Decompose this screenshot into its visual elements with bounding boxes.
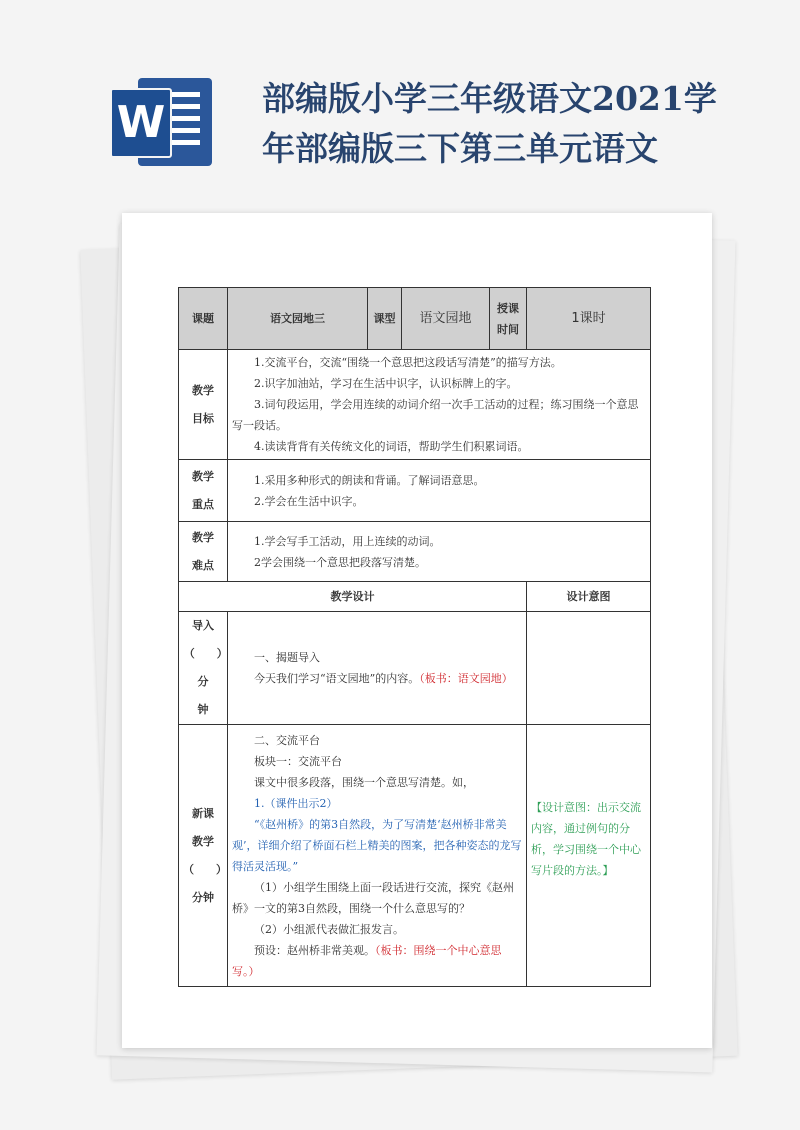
intro-heading: 一、揭题导入 — [254, 651, 320, 664]
goal-item: 2.识字加油站，学习在生活中识字，认识标牌上的字。 — [254, 377, 518, 390]
key-item: 1.采用多种形式的朗读和背诵。了解词语意思。 — [254, 473, 485, 487]
difficult-content — [228, 522, 651, 582]
goal-item: 3.词句段运用，学会用连续的动词介绍一次手工活动的过程；练习围绕一个意思写一段话。 — [232, 398, 639, 432]
design-intent-note: 【设计意图：出示交流内容，通过例句的分析，学习围绕一个中心写片段的方法。】 — [527, 725, 651, 987]
intro-content — [228, 612, 527, 725]
header-row — [179, 288, 651, 350]
goal-item: 4.读读背背有关传统文化的词语，帮助学生们积累词语。 — [254, 440, 529, 453]
new-lesson-row — [179, 725, 651, 987]
new-block: 板块一：交流平台 — [254, 754, 342, 768]
word-icon — [110, 78, 212, 166]
type-value: 语文园地 — [402, 288, 490, 350]
step-1: （1）小组学生围绕上面一段话进行交流，探究《赵州桥》一文的第3自然段，围绕一个什么意思写的？ — [232, 880, 514, 915]
courseware-note: 1.（课件出示2） — [254, 796, 338, 810]
board-note: （板书：围绕一个中心意思写。） — [232, 943, 502, 978]
goals-content — [228, 350, 651, 460]
example-quote: “《赵州桥》的第3自然段，为了写清楚‘赵州桥非常美观’，详细介绍了桥面石栏上精美的图案，把各种姿态的龙写得活灵活现。” — [232, 817, 522, 873]
word-icon-letter: W — [110, 88, 172, 158]
goals-label: 教学 目标 — [179, 350, 228, 460]
course-label: 课题 — [179, 288, 228, 350]
key-row — [179, 460, 651, 522]
step-2: （2）小组派代表做汇报发言。 — [254, 922, 404, 936]
intro-row — [179, 612, 651, 725]
key-label: 教学 重点 — [179, 460, 228, 522]
page-title: 部编版小学三年级语文2021学年部编版三下第三单元语文 — [262, 79, 717, 168]
new-intro-text: 课文中很多段落，围绕一个意思写清楚。如， — [254, 775, 474, 789]
intent-header: 设计意图 — [527, 582, 651, 612]
board-note: （板书：语文园地） — [419, 672, 513, 685]
goals-row — [179, 350, 651, 460]
document-page — [122, 213, 712, 1048]
difficult-label: 教学 难点 — [179, 522, 228, 582]
difficult-row — [179, 522, 651, 582]
course-value: 语文园地三 — [228, 288, 368, 350]
new-heading: 二、交流平台 — [254, 733, 320, 747]
key-content — [228, 460, 651, 522]
difficult-item: 1.学会写手工活动，用上连续的动词。 — [254, 534, 441, 548]
intro-label: 导入 （ ）分 钟 — [179, 612, 228, 725]
design-header: 教学设计 — [179, 582, 527, 612]
key-item: 2.学会在生活中识字。 — [254, 494, 364, 508]
preset-answer: 预设：赵州桥非常美观。（板书：围绕一个中心意思写。） — [232, 943, 502, 978]
intro-intent — [527, 612, 651, 725]
type-label: 课型 — [368, 288, 402, 350]
lesson-plan-table — [178, 287, 651, 987]
design-header-row — [179, 582, 651, 612]
new-lesson-label: 新课 教学 （ ） 分钟 — [179, 725, 228, 987]
goal-item: 1.交流平台，交流“围绕一个意思把这段话写清楚”的描写方法。 — [254, 356, 562, 369]
intro-text: 今天我们学习“语文园地”的内容。（板书：语文园地） — [254, 672, 513, 685]
difficult-item: 2学会围绕一个意思把段落写清楚。 — [254, 555, 426, 569]
time-value: 1课时 — [527, 288, 651, 350]
new-lesson-content — [228, 725, 527, 987]
time-label: 授课 时间 — [490, 288, 527, 350]
